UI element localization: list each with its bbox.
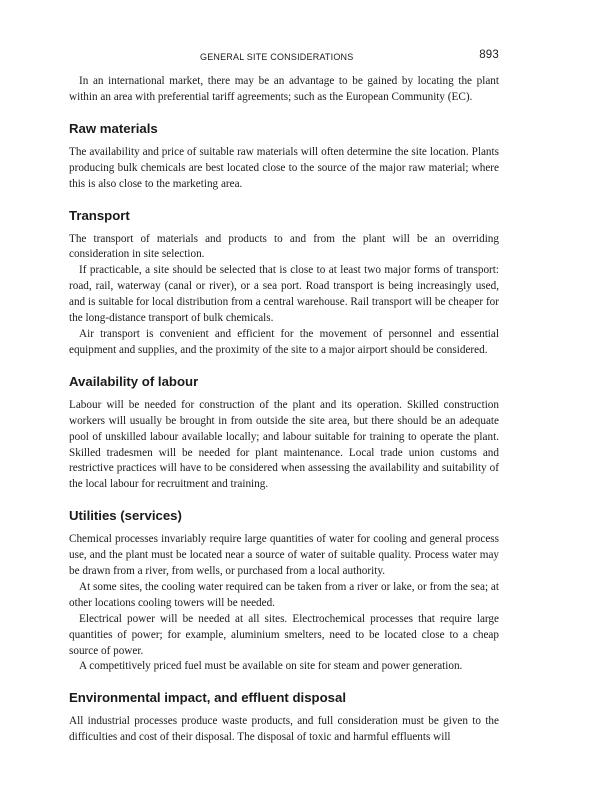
labour-paragraph: Labour will be needed for construction of the plant and its operation. Skilled construction workers will usually be brought in from outside the site area, but there should be an adequate pool of unskilled labour available locally; and labour suitable for training to operate the plant. Skilled tradesmen will be needed for plant maintenance. Local trade union customs and restrictive practices will have to be considered when assessing the availability and suitability of the local labour for recruitment and training. xyxy=(69,398,499,491)
transport-paragraph-2: If practicable, a site should be selected that is close to at least two major forms of transport: road, rail, waterway (canal or river), or a sea port. Road transport is being increasingly used, and is suitable for local distribution from a central warehouse. Rail transport will be cheaper for the long-distance transport of bulk chemicals. xyxy=(69,264,499,325)
environment-paragraph: All industrial processes produce waste products, and full consideration must be given to the difficulties and cost of their disposal. The disposal of toxic and harmful effluents will xyxy=(69,715,499,744)
transport-paragraph-1: The transport of materials and products to and from the plant will be an overriding consideration in site selection. xyxy=(69,232,499,261)
running-header xyxy=(69,51,499,65)
section-heading-transport: Transport xyxy=(69,207,130,223)
section-heading-environment: Environmental impact, and effluent disposal xyxy=(69,690,346,706)
section-heading-raw-materials: Raw materials xyxy=(69,120,158,136)
intro-paragraph: In an international market, there may be an advantage to be gained by locating the plant within an area with preferential tariff agreements; such as the European Community (EC). xyxy=(69,75,499,103)
transport-paragraph-3: Air transport is convenient and efficient for the movement of personnel and essential equipment and supplies, and the proximity of the site to a major airport should be considered. xyxy=(69,327,499,356)
utilities-paragraph-3: Electrical power will be needed at all sites. Electrochemical processes that require large quantities of power; for example, aluminium smelters, need to be located close to a cheap source of power. xyxy=(69,612,499,657)
section-heading-labour: Availability of labour xyxy=(69,373,199,389)
utilities-paragraph-2: At some sites, the cooling water required can be taken from a river or lake, or from the sea; at other locations cooling towers will be needed. xyxy=(69,580,499,609)
running-title: GENERAL SITE CONSIDERATIONS xyxy=(200,52,354,62)
section-heading-utilities: Utilities (services) xyxy=(69,508,182,524)
raw-materials-paragraph: The availability and price of suitable raw materials will often determine the site location. Plants producing bulk chemicals are best located close to the source of the major raw material; where this is also close to the marketing area. xyxy=(69,145,499,190)
utilities-paragraph-4: A competitively priced fuel must be available on site for steam and power generation. xyxy=(79,660,463,673)
utilities-paragraph-1: Chemical processes invariably require large quantities of water for cooling and general process use, and the plant must be located near a source of water of suitable quality. Process water may be drawn from a river, from wells, or purchased from a local authority. xyxy=(69,533,499,578)
page-number: 893 xyxy=(479,49,499,61)
body-text xyxy=(69,74,499,746)
